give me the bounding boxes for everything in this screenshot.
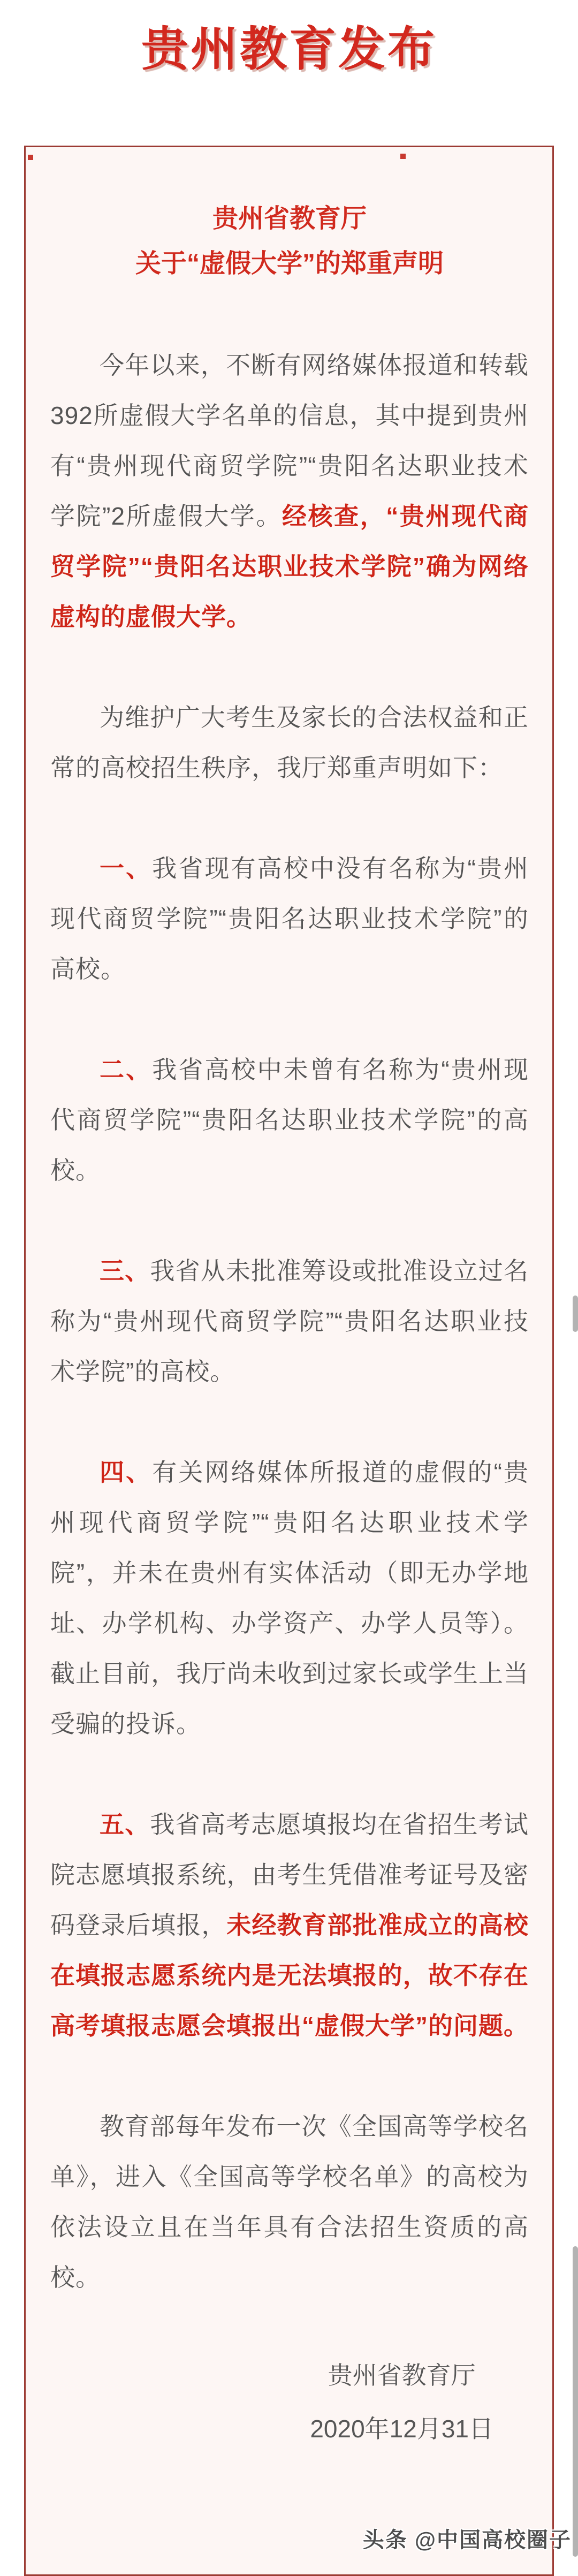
- item-number-red: 一、: [100, 854, 153, 882]
- paragraph-item-4: [50, 1447, 529, 1749]
- item-number-red: 四、: [100, 1458, 153, 1486]
- paragraph-item-3: [50, 1246, 529, 1397]
- scrollbar-thumb[interactable]: [573, 2246, 578, 2557]
- item-number-red: 五、: [100, 1810, 150, 1838]
- statement-title-line1: 贵州省教育厅: [212, 204, 367, 233]
- paragraph-item-5: [50, 1799, 529, 2051]
- paragraph-text: 我省现有高校中没有名称为“贵州现代商贸学院”“贵阳名达职业技术学院”的高校。: [50, 854, 529, 983]
- paragraph-text: 今年以来，不断有网络媒体报道和转载392所虚假大学名单的信息，其中提到贵州有“贵州现代商贸学院”“贵阳名达职业技术学院”2所虚假大学。: [50, 351, 529, 530]
- paragraph-intro: [50, 340, 529, 642]
- paragraph-purpose: [50, 692, 529, 793]
- scrollbar-thumb[interactable]: [573, 1295, 578, 1332]
- paragraph-closing: [50, 2101, 529, 2302]
- page-title: 贵州教育发布: [141, 22, 437, 75]
- paragraph-text: 为维护广大考生及家长的合法权益和正常的高校招生秩序，我厅郑重声明如下：: [50, 703, 529, 782]
- paragraph-item-1: [50, 843, 529, 994]
- signature-name: 贵州省教育厅: [328, 2361, 476, 2389]
- paragraph-text: 我省高校中未曾有名称为“贵州现代商贸学院”“贵阳名达职业技术学院”的高校。: [50, 1056, 529, 1184]
- red-corner-dot-left-icon: [28, 155, 33, 160]
- paragraph-emphasis-red: 经核查，“贵州现代商贸学院”“贵阳名达职业技术学院”确为网络虚构的虚假大学。: [50, 502, 529, 631]
- red-corner-dot-right-icon: [400, 154, 406, 159]
- paragraph-text: 有关网络媒体所报道的虚假的“贵州现代商贸学院”“贵阳名达职业技术学院”，并未在贵州有实体活动（即无办学地址、办学机构、办学资产、办学人员等）。截止目前，我厅尚未收到过家长或学生上当受骗的投诉。: [50, 1458, 529, 1738]
- statement-card: [24, 146, 554, 2576]
- paragraph-text: 我省高考志愿填报均在省招生考试院志愿填报系统，由考生凭借准考证号及密码登录后填报，: [50, 1810, 529, 1939]
- watermark: 头条 @中国高校圈子: [362, 2528, 572, 2552]
- item-number-red: 二、: [100, 1056, 153, 1084]
- item-number-red: 三、: [100, 1257, 150, 1285]
- signature-block: [50, 2353, 529, 2451]
- paragraph-text: 我省从未批准筹设或批准设立过名称为“贵州现代商贸学院”“贵阳名达职业技术学院”的高校。: [50, 1257, 529, 1385]
- signature-date: 2020年12月31日: [310, 2415, 493, 2443]
- paragraph-item-2: [50, 1044, 529, 1195]
- statement-title-line2: 关于“虚假大学”的郑重声明: [135, 249, 444, 278]
- paragraph-text: 教育部每年发布一次《全国高等学校名单》，进入《全国高等学校名单》的高校为依法设立且在当年具有合法招生资质的高校。: [50, 2112, 529, 2291]
- paragraph-emphasis-red: 未经教育部批准成立的高校在填报志愿系统内是无法填报的，故不存在高考填报志愿会填报出“虚假大学”的问题。: [50, 1911, 529, 2040]
